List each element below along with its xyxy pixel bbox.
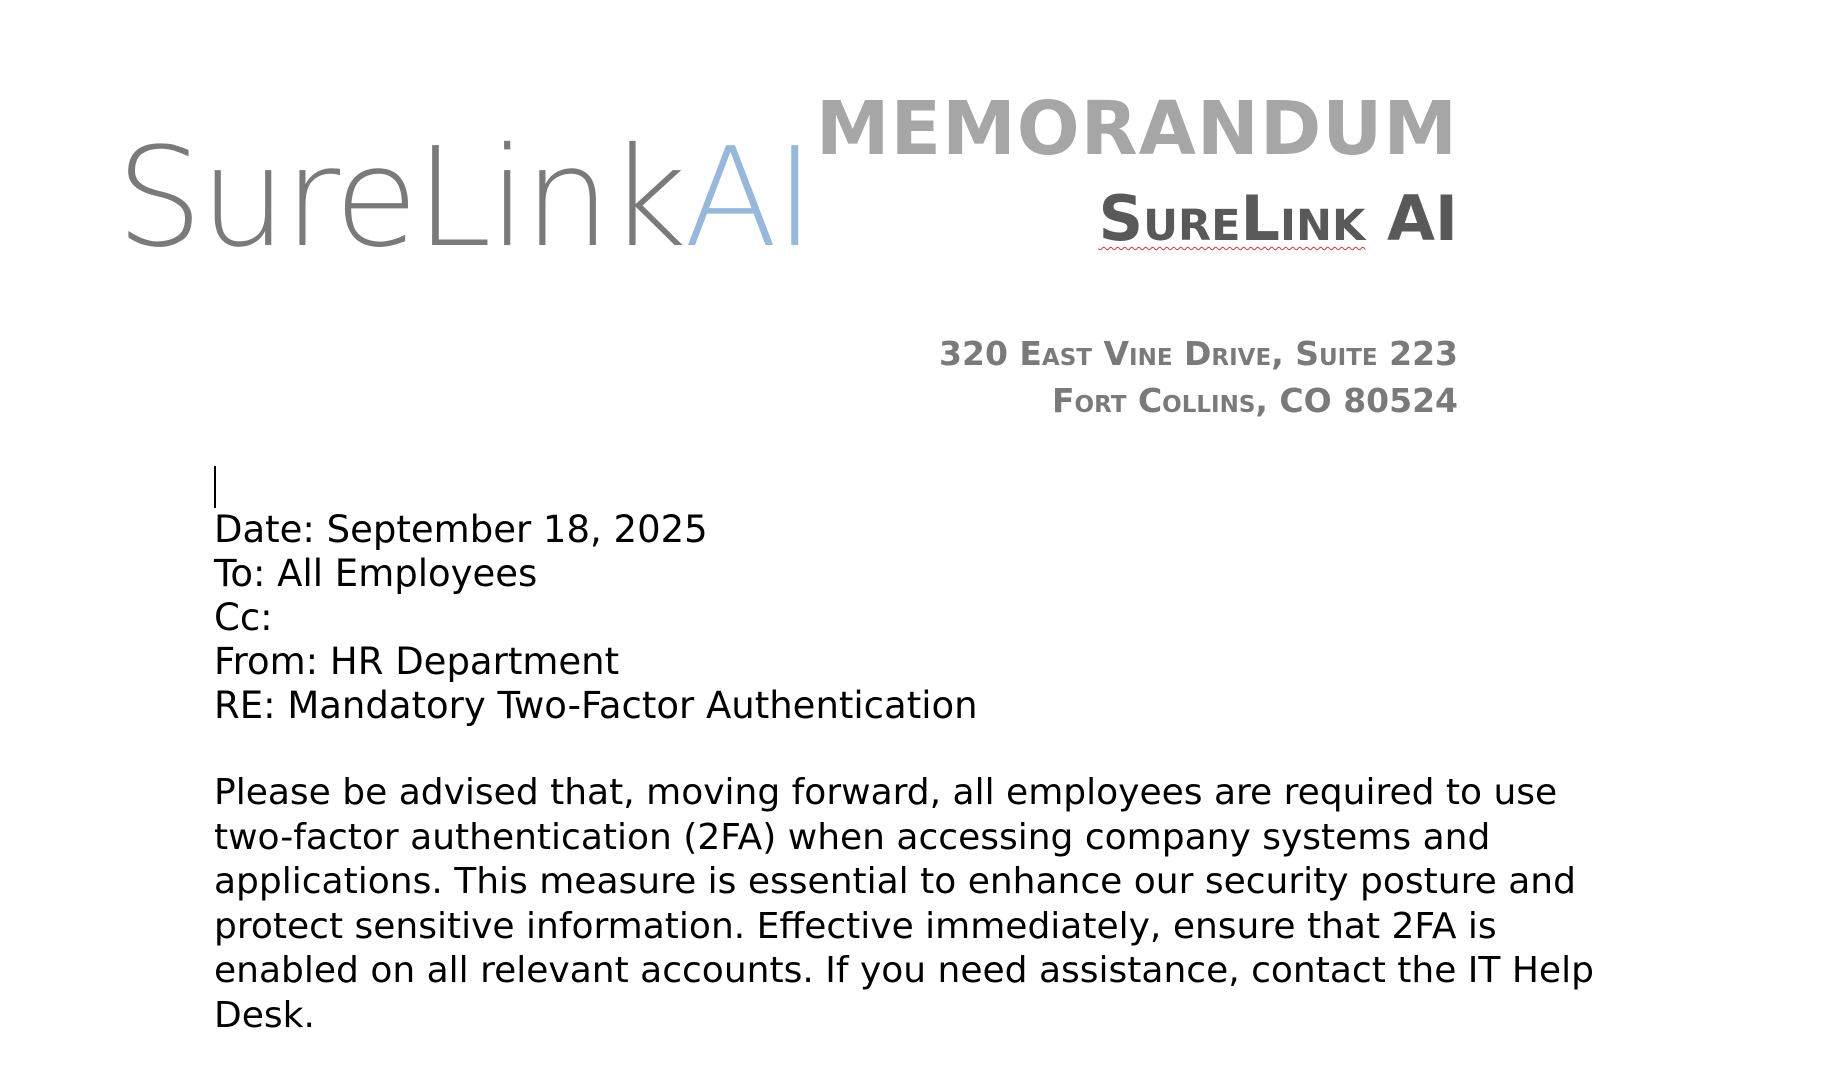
text-cursor <box>214 466 216 508</box>
company-address <box>939 330 1458 424</box>
logo-text-main: SureLink <box>116 119 684 278</box>
company-logo <box>116 119 813 278</box>
memo-body-paragraph: Please be advised that, moving forward, all employees are required to use two-factor authentication (2FA) when accessing company systems and applications. This measure is essential to enhance our security posture and protect sensitive information. Effective immediately, ensure that 2FA is enabled on all relevant accounts. If you need assistance, contact the IT Help Desk. <box>214 772 1594 1036</box>
address-line-2: Fort Collins, CO 80524 <box>1052 381 1458 420</box>
memo-company-name <box>1098 182 1458 255</box>
from-field: From: HR Department <box>214 640 620 683</box>
date-field: Date: September 18, 2025 <box>214 508 708 551</box>
logo-text-accent: AI <box>683 119 813 278</box>
re-field: RE: Mandatory Two-Factor Authentication <box>214 684 978 727</box>
to-field: To: All Employees <box>214 552 538 595</box>
address-line-1: 320 East Vine Drive, Suite 223 <box>939 334 1458 373</box>
company-name-misspelled[interactable]: SureLink <box>1098 182 1366 255</box>
memo-header-fields <box>214 508 978 728</box>
cc-field: Cc: <box>214 596 273 639</box>
company-name-suffix: AI <box>1386 182 1458 255</box>
memo-title: MEMORANDUM <box>815 86 1458 172</box>
